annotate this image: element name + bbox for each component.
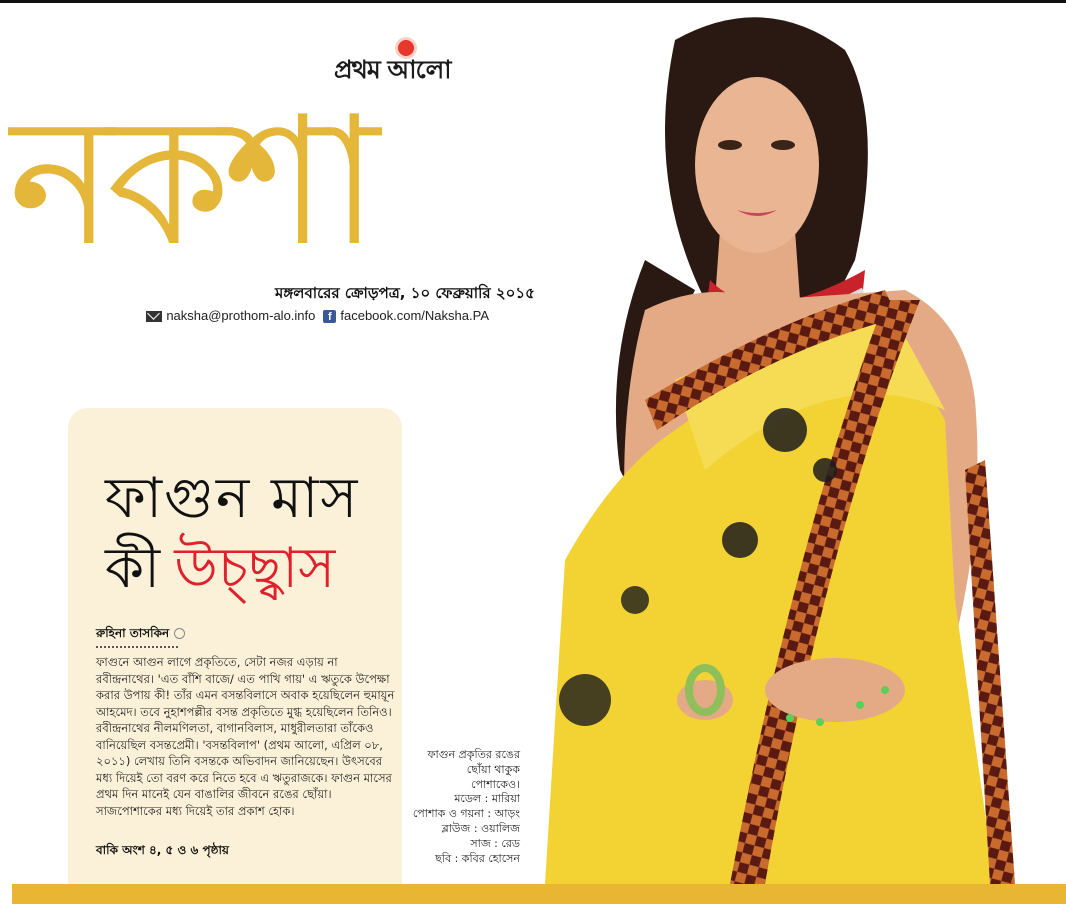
facebook-icon: f bbox=[323, 310, 336, 323]
model-photo bbox=[525, 0, 1066, 884]
byline-circle-icon bbox=[174, 628, 185, 639]
article-body: ফাগুনে আগুন লাগে প্রকৃতিতে, সেটা নজর এড়ায় না রবীন্দ্রনাথের। 'এত বাঁশি বাজে/ এত পাখি গায়' এ ঋতুকে উপেক্ষা করার উপায় কী! তাঁর এমন বসন্তবিলাসে অবাক হয়েছিলেন হুমায়ূন আহমেদ। তবে নুহাশপল্লীর বসন্ত প্রকৃতিতে মুগ্ধ হয়েছিলেন তিনিও। রবীন্দ্রনাথের নীলমণিলতা, বাগানবিলাস, মাধুরীলতারা তাঁকেও বানিয়েছিল বসন্তপ্রেমী। 'বসন্তবিলাপ' (প্রথম আলো, এপ্রিল ০৮, ২০১১) লেখায় তিনি বসন্তকে অভিবাদন জানিয়েছেন। উৎসবের মধ্য দিয়েই তো বরণ করে নিতে হবে এ ঋতুরাজকে। ফাগুন মাসের প্রথম দিন মানেই যেন বাঙালির জীবনে রঙের ছোঁয়া। সাজপোশাকের মধ্য দিয়েই তার প্রকাশ হোক। bbox=[96, 655, 395, 818]
caption-line: ছোঁয়া থাকুক bbox=[466, 762, 520, 776]
contact-line bbox=[120, 308, 489, 323]
publisher-logo: প্রথম আলো bbox=[334, 55, 451, 84]
headline-black-word: কী bbox=[105, 536, 161, 601]
headline-line-2 bbox=[105, 525, 335, 619]
caption-line: ছবি : কবির হোসেন bbox=[435, 851, 520, 865]
email-link[interactable]: naksha@prothom-alo.info bbox=[166, 308, 316, 323]
caption-line: ফাগুন প্রকৃতির রঙের bbox=[427, 748, 520, 761]
photo-caption bbox=[408, 748, 520, 866]
masthead-title: নকশা bbox=[8, 82, 372, 282]
byline-divider bbox=[96, 646, 178, 648]
caption-line: ব্লাউজ : ওয়ালিজ bbox=[441, 821, 520, 835]
mail-icon bbox=[146, 311, 162, 322]
caption-line: সাজ : রেড bbox=[470, 836, 520, 850]
caption-line: মডেল : মারিয়া bbox=[454, 792, 520, 806]
facebook-link[interactable]: facebook.com/Naksha.PA bbox=[340, 308, 489, 323]
continued-note: বাকি অংশ ৪, ৫ ও ৬ পৃষ্ঠায় bbox=[96, 843, 229, 857]
caption-line: পোশাক ও গয়না : আড়ং bbox=[412, 807, 520, 821]
bottom-bar bbox=[12, 884, 1066, 904]
headline-red-word: উচ্ছ্বাস bbox=[174, 536, 336, 601]
author-name: রুহিনা তাসকিন bbox=[96, 626, 170, 640]
caption-line: পোশাকেও। bbox=[471, 777, 520, 791]
supplement-date-line: মঙ্গলবারের ক্রোড়পত্র, ১০ ফেব্রুয়ারি ২০১৫ bbox=[275, 284, 535, 302]
byline bbox=[96, 625, 185, 645]
headline-line-1: ফাগুন মাস bbox=[105, 466, 360, 531]
